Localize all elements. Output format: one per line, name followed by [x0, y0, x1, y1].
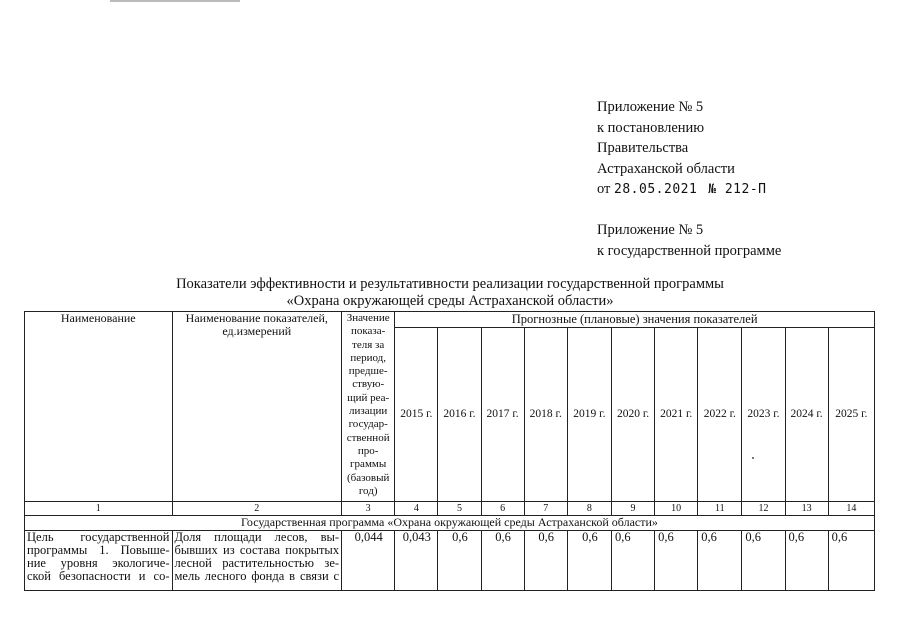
year-2017: 2017 г.	[481, 328, 524, 502]
date-prefix: от	[597, 181, 611, 197]
section-title: Государственная программа «Охрана окружающей среды Астраханской области»	[25, 516, 875, 531]
year-2025: 2025 г.	[828, 328, 874, 502]
goal-line-4: ской безопасности и со-	[27, 569, 170, 583]
col-number: 9	[611, 502, 654, 516]
year-2021: 2021 г.	[655, 328, 698, 502]
indicator-line-4: мель лесного фонда в связи с	[174, 569, 340, 583]
row-value-2015: 0,043	[395, 531, 438, 591]
appendix-line-1: Приложение № 5	[597, 99, 704, 115]
base-header-l7: щий реа-	[347, 391, 390, 404]
row-value-2025: 0,6	[828, 531, 874, 591]
col-number: 1	[25, 502, 173, 516]
goal-line-3: ние уровня экологиче-	[27, 556, 170, 570]
decree-number: № 212-П	[708, 182, 767, 197]
base-header-l13: (базовый	[346, 471, 390, 484]
top-scan-line	[110, 0, 240, 2]
appendix-header	[597, 97, 766, 201]
indicators-table	[24, 311, 875, 591]
program-appendix-line-1: Приложение № 5	[597, 222, 704, 238]
indicator-line-3: лесной растительностью зе-	[174, 556, 340, 570]
decree-date: 28.05.2021	[614, 182, 698, 197]
base-header-l4: период,	[350, 351, 386, 364]
col-number: 8	[567, 502, 611, 516]
program-appendix-line-2: к государственной программе	[597, 242, 782, 259]
base-header-l2: показа-	[350, 325, 386, 338]
row-value-2020: 0,6	[611, 531, 654, 591]
scan-speck	[752, 457, 754, 459]
base-header-l14: год)	[358, 484, 378, 497]
goal-line-1: Цель государственной	[27, 530, 170, 544]
base-header-l3: теля за	[352, 338, 385, 351]
col-number: 5	[438, 502, 481, 516]
col-number: 10	[655, 502, 698, 516]
title-line-1: Показатели эффективности и результативности реализации государственной программы	[176, 276, 724, 292]
row-base-value: 0,044	[342, 531, 395, 591]
header-base-value	[342, 312, 395, 502]
title-line-2: «Охрана окружающей среды Астраханской области»	[286, 293, 614, 309]
goal-line-2: программы 1. Повыше-	[27, 543, 170, 557]
appendix-line-4: Астраханской области	[597, 160, 735, 177]
row-indicator-name	[172, 531, 342, 591]
row-goal-name	[25, 531, 173, 591]
program-appendix-header	[597, 220, 781, 261]
row-value-2017: 0,6	[481, 531, 524, 591]
appendix-date-line	[597, 179, 766, 201]
col-number: 4	[395, 502, 438, 516]
base-header-l1: Значение	[346, 312, 390, 324]
year-2015: 2015 г.	[395, 328, 438, 502]
col-number: 14	[828, 502, 874, 516]
year-2023: 2023 г.	[742, 328, 785, 502]
col-number: 3	[342, 502, 395, 516]
row-value-2022: 0,6	[698, 531, 742, 591]
base-header-l9: государ-	[348, 418, 388, 431]
col-number: 12	[742, 502, 785, 516]
year-2024: 2024 г.	[785, 328, 828, 502]
row-value-2019: 0,6	[567, 531, 611, 591]
col-number: 2	[172, 502, 342, 516]
row-value-2024: 0,6	[785, 531, 828, 591]
year-2022: 2022 г.	[698, 328, 742, 502]
appendix-line-2: к постановлению	[597, 119, 705, 136]
header-indicator: Наименование показателей, ед.измерений	[172, 312, 342, 502]
col-number: 7	[524, 502, 567, 516]
year-2018: 2018 г.	[524, 328, 567, 502]
col-number: 11	[698, 502, 742, 516]
col-number: 13	[785, 502, 828, 516]
base-header-l10: ственной	[346, 431, 390, 444]
document-title	[140, 276, 760, 310]
year-2019: 2019 г.	[567, 328, 611, 502]
base-header-l12: граммы	[350, 458, 387, 471]
base-header-l8: лизации	[349, 405, 388, 418]
row-value-2018: 0,6	[524, 531, 567, 591]
base-header-l11: про-	[357, 444, 379, 457]
header-name: Наименование	[25, 312, 173, 502]
appendix-line-3: Правительства	[597, 140, 689, 156]
row-value-2023: 0,6	[742, 531, 785, 591]
header-forecast: Прогнозные (плановые) значения показателей	[395, 312, 875, 328]
base-header-l6: ствую-	[352, 378, 385, 391]
base-header-l5: предше-	[348, 365, 388, 378]
indicator-line-2: бывших из состава покрытых	[174, 543, 340, 557]
row-value-2016: 0,6	[438, 531, 481, 591]
year-2020: 2020 г.	[611, 328, 654, 502]
indicator-line-1: Доля площади лесов, вы-	[174, 530, 340, 544]
row-value-2021: 0,6	[655, 531, 698, 591]
year-2016: 2016 г.	[438, 328, 481, 502]
col-number: 6	[481, 502, 524, 516]
